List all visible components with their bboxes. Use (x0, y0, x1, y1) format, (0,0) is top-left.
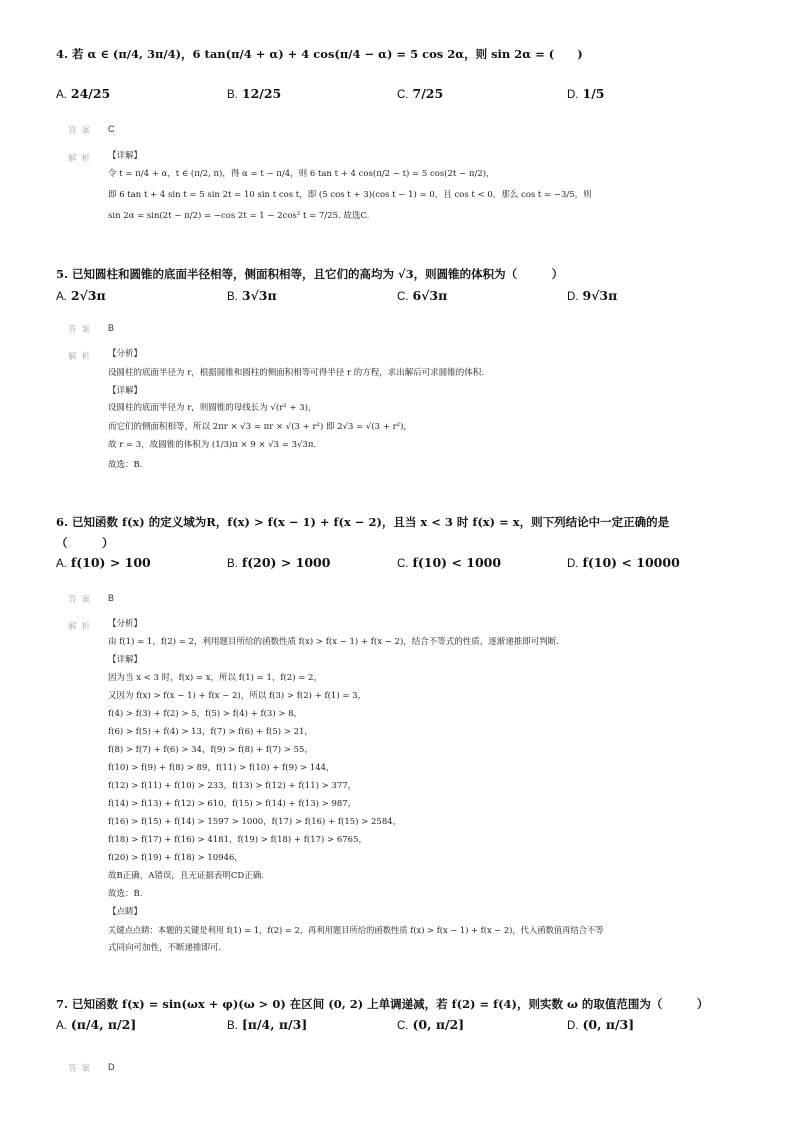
q6-analysis-line: f(12) > f(11) + f(10) > 233，f(13) > f(12) + f(11) > 377， (108, 781, 357, 791)
q5-analysis-line: 设圆柱的底面半径为 r，根据圆锥和圆柱的侧面积相等可得半径 r 的方程，求出解后可求圆锥的体积. (108, 368, 484, 378)
q6-analysis-label: 解析 (68, 622, 96, 632)
q6-analysis-line: 又因为 f(x) > f(x − 1) + f(x − 2)，所以 f(3) > f(2) + f(1) = 3， (108, 691, 367, 701)
q4-option-c[interactable]: C. 7/25 (397, 86, 444, 101)
q7-answer: D (108, 1062, 115, 1072)
q6-analysis-line: f(4) > f(3) + f(2) > 5，f(5) > f(4) + f(3) > 8， (108, 709, 303, 719)
q7-option-a[interactable]: A. (π/4, π/2] (56, 1017, 137, 1032)
q6-analysis-line: 式同向可加性，不断递推即可. (108, 943, 222, 953)
q4-analysis-line: 令 t = π/4 + α，t ∈ (π/2, π)，得 α = t − π/4，则 6 tan t + 4 cos(π/2 − t) = 5 cos(2t − π/2)， (108, 169, 495, 179)
q7-stem: 7. 已知函数 f(x) = sin(ωx + φ)(ω > 0) 在区间 (0, 2) 上单调递减，若 f(2) = f(4)，则实数 ω 的取值范围为（ ） (56, 997, 709, 1011)
q6-analysis-line: 关键点点睛：本题的关键是利用 f(1) = 1，f(2) = 2，再利用题目所给的函数性质 f(x) > f(x − 1) + f(x − 2)，代入函数值再结合不等 (108, 925, 604, 935)
q4-analysis-line: sin 2α = sin(2t − π/2) = −cos 2t = 1 − 2cos² t = 7/25. 故选C. (108, 211, 370, 221)
q5-option-a[interactable]: A. 2√3π (56, 288, 106, 303)
q4-answer-label: 答案 (68, 126, 96, 136)
q6-analysis-line: 故B正确，A错误，且无证据表明CD正确. (108, 871, 264, 881)
q4-analysis-line: 【详解】 (108, 151, 143, 161)
q6-option-c[interactable]: C. f(10) < 1000 (397, 555, 502, 570)
q7-option-b[interactable]: B. [π/4, π/3] (227, 1017, 308, 1032)
q5-stem: 5. 已知圆柱和圆锥的底面半径相等，侧面积相等，且它们的高均为 √3，则圆锥的体积为（ ） (56, 267, 564, 281)
q6-analysis-line: f(14) > f(13) + f(12) > 610，f(15) > f(14) + f(13) > 987， (108, 799, 357, 809)
q6-analysis-line: f(20) > f(19) + f(18) > 10946， (108, 853, 243, 863)
q5-analysis-line: 故选：B. (108, 460, 143, 470)
q4-stem: 4. 若 α ∈ (π/4, 3π/4)，6 tan(π/4 + α) + 4 cos(π/4 − α) = 5 cos 2α，则 sin 2α = ( ) (56, 47, 583, 61)
q6-analysis-line: f(6) > f(5) + f(4) > 13，f(7) > f(6) + f(5) > 21， (108, 727, 313, 737)
q6-analysis-line: 【点睛】 (108, 907, 143, 917)
q5-option-c[interactable]: C. 6√3π (397, 288, 448, 303)
q6-analysis-line: f(10) > f(9) + f(8) > 89，f(11) > f(10) + f(9) > 144， (108, 763, 335, 773)
q5-analysis-line: 而它们的侧面积相等，所以 2πr × √3 = πr × √(3 + r²) 即 2√3 = √(3 + r²)， (108, 422, 412, 432)
q6-analysis-line: 【详解】 (108, 655, 143, 665)
q5-analysis-line: 【详解】 (108, 386, 143, 396)
q6-analysis-line: 故选：B. (108, 889, 143, 899)
q6-analysis-line: f(8) > f(7) + f(6) > 34，f(9) > f(8) + f(7) > 55， (108, 745, 313, 755)
q6-analysis-line: 由 f(1) = 1，f(2) = 2，利用题目所给的函数性质 f(x) > f(x − 1) + f(x − 2)，结合不等式的性质，逐渐递推即可判断. (108, 637, 559, 647)
q7-answer-label: 答案 (68, 1064, 96, 1074)
q6-analysis-line: 因为当 x < 3 时，f(x) = x，所以 f(1) = 1，f(2) = 2， (108, 673, 322, 683)
q7-option-c[interactable]: C. (0, π/2] (397, 1017, 465, 1032)
q6-option-d[interactable]: D. f(10) < 10000 (567, 555, 680, 570)
q4-option-a[interactable]: A. 24/25 (56, 86, 111, 101)
q5-option-d[interactable]: D. 9√3π (567, 288, 618, 303)
q5-analysis-line: 设圆柱的底面半径为 r，则圆锥的母线长为 √(r² + 3)， (108, 403, 317, 413)
q4-option-d[interactable]: D. 1/5 (567, 86, 605, 101)
q6-analysis-line: f(18) > f(17) + f(16) > 4181，f(19) > f(18) + f(17) > 6765， (108, 835, 367, 845)
q6-analysis-line: 【分析】 (108, 619, 143, 629)
q6-stem: 6. 已知函数 f(x) 的定义域为R，f(x) > f(x − 1) + f(x − 2)，且当 x < 3 时 f(x) = x，则下列结论中一定正确的是 (56, 515, 670, 529)
q4-option-b[interactable]: B. 12/25 (227, 86, 282, 101)
q6-stem-continued: （ ） (56, 536, 114, 550)
q6-answer-label: 答案 (68, 595, 96, 605)
q4-analysis-label: 解析 (68, 154, 96, 164)
q5-answer: B (108, 323, 115, 333)
q6-answer: B (108, 593, 115, 603)
q5-answer-label: 答案 (68, 325, 96, 335)
q5-analysis-line: 【分析】 (108, 349, 143, 359)
q4-answer: C (108, 124, 115, 134)
q4-analysis-line: 即 6 tan t + 4 sin t = 5 sin 2t = 10 sin t cos t，即 (5 cos t + 3)(cos t − 1) = 0，且 cos t < 0，那么 cos t = −3/5，则 (108, 190, 592, 200)
q6-option-b[interactable]: B. f(20) > 1000 (227, 555, 331, 570)
q5-option-b[interactable]: B. 3√3π (227, 288, 277, 303)
q5-analysis-line: 故 r = 3，故圆锥的体积为 (1/3)π × 9 × √3 = 3√3π. (108, 440, 317, 450)
q6-analysis-line: f(16) > f(15) + f(14) > 1597 > 1000，f(17) > f(16) + f(15) > 2584， (108, 817, 402, 827)
q5-analysis-label: 解析 (68, 352, 96, 362)
q6-option-a[interactable]: A. f(10) > 100 (56, 555, 151, 570)
q7-option-d[interactable]: D. (0, π/3] (567, 1017, 635, 1032)
